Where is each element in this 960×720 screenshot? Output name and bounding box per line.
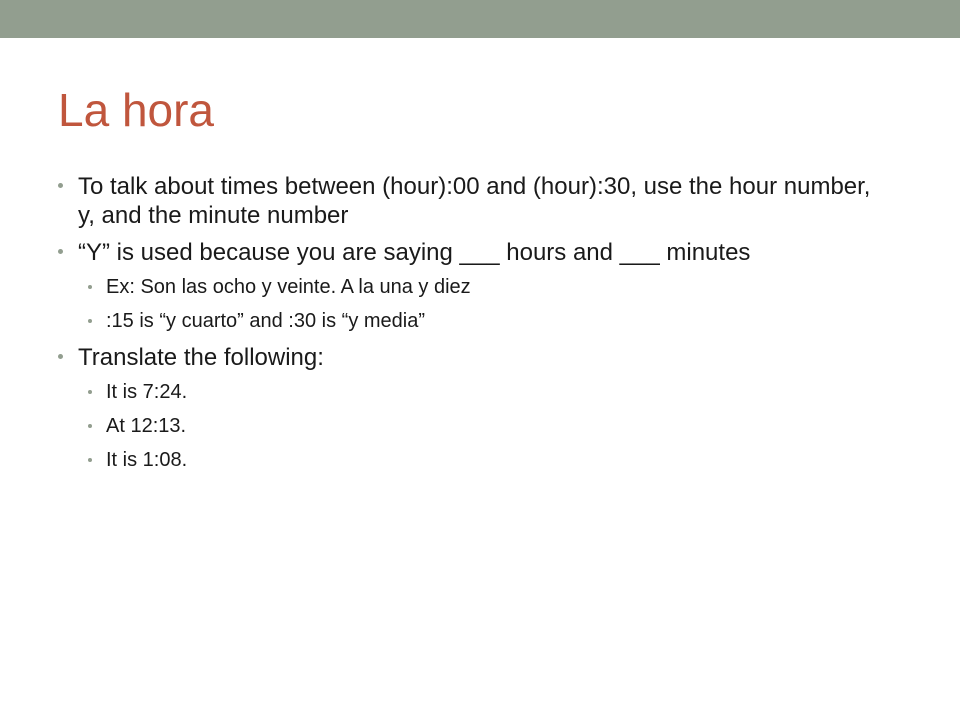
sub-bullet-item bbox=[88, 275, 878, 299]
sub-bullet-item bbox=[88, 309, 878, 333]
bullet-dot-icon bbox=[88, 458, 92, 462]
bullet-text: Translate the following: bbox=[78, 344, 324, 371]
sub-bullet-item bbox=[88, 380, 878, 404]
slide-title: La hora bbox=[58, 84, 215, 136]
bullet-dot-icon bbox=[58, 354, 63, 359]
sub-bullet-text: At 12:13. bbox=[106, 415, 187, 437]
sub-bullet-text: It is 1:08. bbox=[106, 449, 188, 471]
bullet-dot-icon bbox=[88, 390, 92, 394]
sub-bullet-text: Ex: Son las ocho y veinte. A la una y diez bbox=[106, 276, 471, 298]
bullet-dot-icon bbox=[58, 183, 63, 188]
sub-bullet-text: It is 7:24. bbox=[106, 381, 188, 403]
sub-bullet-item bbox=[88, 448, 878, 472]
bullet-dot-icon bbox=[58, 249, 63, 254]
bullet-item bbox=[58, 238, 878, 267]
bullet-item bbox=[58, 172, 878, 230]
bullet-item bbox=[58, 343, 878, 372]
sub-bullet-item bbox=[88, 414, 878, 438]
top-accent-band bbox=[0, 0, 960, 38]
bullet-dot-icon bbox=[88, 424, 92, 428]
bullet-dot-icon bbox=[88, 285, 92, 289]
sub-bullet-text: :15 is “y cuarto” and :30 is “y media” bbox=[106, 310, 426, 332]
bullet-text: To talk about times between (hour):00 and (hour):30, use the hour number, y, and the minute number bbox=[78, 173, 871, 229]
slide-body bbox=[58, 172, 878, 482]
bullet-dot-icon bbox=[88, 319, 92, 323]
bullet-text: “Y” is used because you are saying ___ hours and ___ minutes bbox=[78, 239, 751, 266]
